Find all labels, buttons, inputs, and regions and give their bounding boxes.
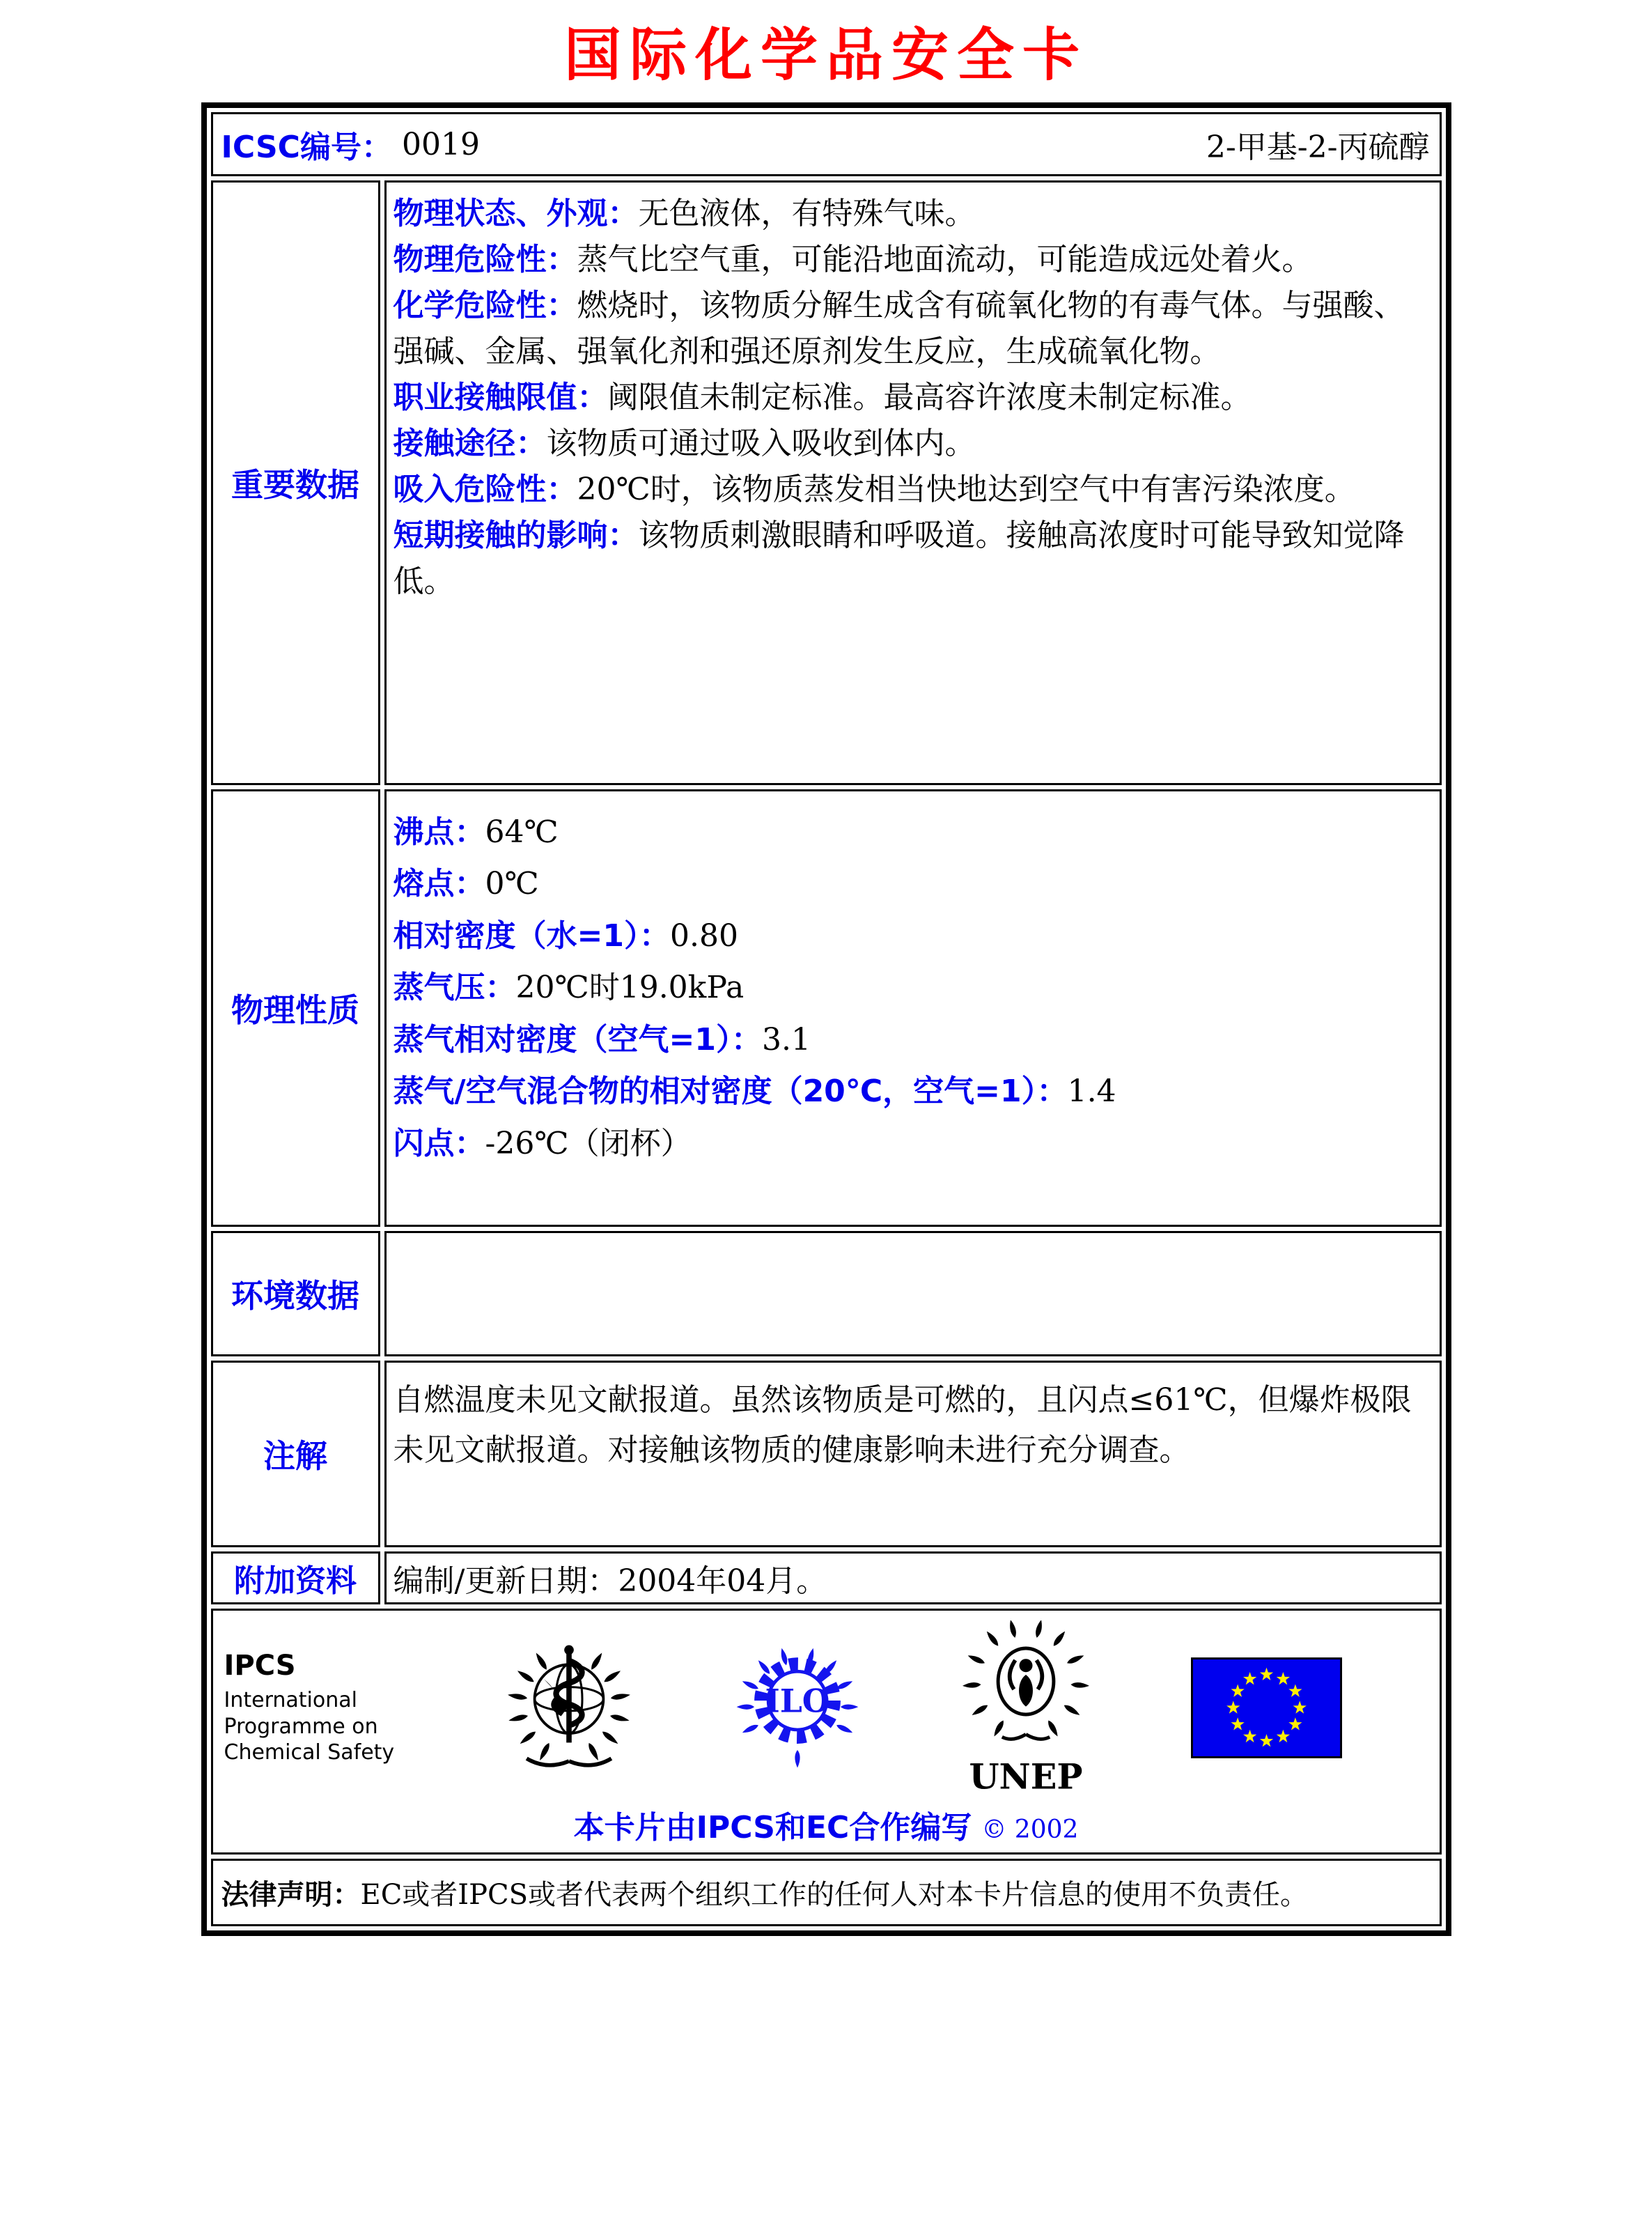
logos-cell: [211, 1609, 1442, 1855]
field-value: 20℃时，该物质蒸发相当快地达到空气中有害污染浓度。: [577, 472, 1355, 507]
field-label: 沸点：: [393, 814, 485, 850]
icsc-number-label: ICSC编号：: [221, 130, 392, 165]
field-vapor-pressure: [393, 968, 1420, 1007]
field-label: 物理危险性：: [393, 242, 577, 277]
ipcs-line-3: Chemical Safety: [224, 1740, 395, 1765]
icsc-card: [201, 102, 1451, 1936]
page-title: 国际化学品安全卡: [563, 22, 1088, 88]
field-value: 20℃时19.0kPa: [515, 970, 745, 1006]
important-data-section-label: 重要数据: [211, 180, 380, 785]
notes-text: 自燃温度未见文献报道。虽然该物质是可燃的，且闪点≤61℃，但爆炸极限未见文献报道。对接触该物质的健康影响未进行充分调查。: [393, 1382, 1412, 1469]
icsc-number-value: 0019: [401, 126, 480, 162]
field-melting-point: [393, 865, 1420, 903]
header-cell: [211, 112, 1442, 176]
environmental-data-row: [211, 1231, 1442, 1356]
field-value: 3.1: [761, 1021, 811, 1058]
important-data-content: [384, 180, 1442, 785]
legal-cell: [211, 1859, 1442, 1926]
unep-logo-icon: [960, 1620, 1092, 1795]
logos-row: [211, 1609, 1442, 1855]
notes-content: [384, 1361, 1442, 1547]
field-value: 阈限值未制定标准。最高容许浓度未制定标准。: [607, 380, 1252, 415]
notes-row: [211, 1361, 1442, 1547]
cooperation-caption: [213, 1802, 1440, 1847]
field-label: 熔点：: [393, 866, 485, 902]
ipcs-line-2: Programme on: [224, 1714, 378, 1739]
important-data-row: [211, 180, 1442, 785]
field-value: 64℃: [485, 814, 559, 850]
unep-letters: UNEP: [968, 1756, 1083, 1795]
field-short-term-effects: [393, 513, 1420, 605]
environmental-data-section-label: 环境数据: [211, 1231, 380, 1356]
field-label: 职业接触限值：: [393, 380, 608, 415]
field-vapor-air-density: [393, 1072, 1420, 1110]
field-label: 短期接触的影响：: [393, 518, 639, 553]
ipcs-acronym: IPCS: [224, 1650, 296, 1682]
legal-row: [211, 1859, 1442, 1926]
physical-properties-row: [211, 789, 1442, 1227]
field-value: 蒸气比空气重，可能沿地面流动，可能造成远处着火。: [577, 242, 1313, 277]
chemical-name: 2-甲基-2-丙硫醇: [1206, 130, 1430, 165]
field-relative-density: [393, 917, 1420, 955]
ilo-letters: ILO: [765, 1681, 829, 1719]
logos-line: [213, 1618, 1440, 1795]
additional-info-content: [384, 1551, 1442, 1604]
field-label: 相对密度（水=1）：: [393, 917, 670, 954]
environmental-data-content: [384, 1231, 1442, 1356]
field-inhalation-risk: [393, 467, 1420, 513]
additional-info-row: [211, 1551, 1442, 1604]
physical-properties-section-label: 物理性质: [211, 789, 380, 1227]
field-label: 接触途径：: [393, 426, 547, 461]
field-value: 该物质刺激眼睛和呼吸道。接触高浓度时可能导致知觉降低。: [393, 518, 1405, 599]
field-label: 化学危险性：: [393, 288, 577, 323]
field-exposure-limit: [393, 375, 1420, 421]
caption-text: 本卡片由IPCS和EC合作编写: [573, 1810, 972, 1845]
field-value: 0℃: [485, 866, 539, 902]
field-label: 蒸气压：: [393, 970, 516, 1006]
field-physical-danger: [393, 237, 1420, 283]
icsc-number-group: [221, 122, 480, 167]
ilo-logo-icon: [734, 1643, 861, 1773]
field-label: 物理状态、外观：: [393, 196, 639, 231]
legal-text: EC或者IPCS或者代表两个组织工作的任何人对本卡片信息的使用不负责任。: [360, 1879, 1309, 1911]
field-exposure-route: [393, 421, 1420, 467]
copyright-text: © 2002: [981, 1815, 1079, 1844]
header-row: [211, 112, 1442, 176]
ipcs-text-block: [224, 1650, 404, 1766]
field-label: 闪点：: [393, 1125, 485, 1161]
field-boiling-point: [393, 813, 1420, 851]
field-value: -26℃（闭杯）: [485, 1125, 692, 1161]
field-label: 蒸气/空气混合物的相对密度（20℃，空气=1）：: [393, 1074, 1068, 1110]
field-vapor-density: [393, 1021, 1420, 1059]
field-label: 吸入危险性：: [393, 472, 577, 507]
field-flash-point: [393, 1124, 1420, 1163]
field-value: 该物质可通过吸入吸收到体内。: [546, 426, 976, 461]
legal-label: 法律声明：: [221, 1879, 361, 1911]
notes-section-label: 注解: [211, 1361, 380, 1547]
field-label: 蒸气相对密度（空气=1）：: [393, 1021, 762, 1058]
field-value: 燃烧时，该物质分解生成含有硫氧化物的有毒气体。与强酸、强碱、金属、强氧化剂和强还原剂发生反应，生成硫氧化物。: [393, 288, 1405, 369]
eu-flag-icon: [1191, 1657, 1342, 1758]
who-logo-icon: [503, 1639, 635, 1777]
physical-properties-content: [384, 789, 1442, 1227]
field-chemical-danger: [393, 283, 1420, 375]
field-physical-state: [393, 191, 1420, 237]
ipcs-line-1: International: [224, 1688, 357, 1713]
update-date-text: 编制/更新日期：2004年04月。: [393, 1563, 827, 1599]
additional-info-section-label: 附加资料: [211, 1551, 380, 1604]
field-value: 1.4: [1067, 1074, 1116, 1110]
field-value: 0.80: [669, 917, 738, 954]
field-value: 无色液体，有特殊气味。: [638, 196, 976, 231]
